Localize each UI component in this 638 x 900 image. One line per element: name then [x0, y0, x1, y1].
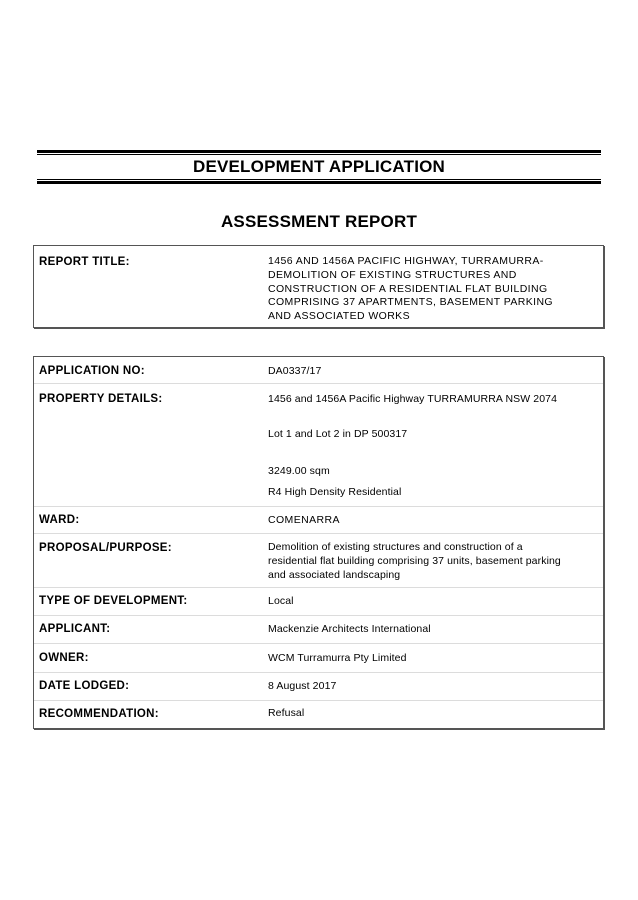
date-lodged-label: DATE LODGED:: [39, 680, 130, 692]
recommendation-value: Refusal: [268, 707, 305, 719]
report-title-line: CONSTRUCTION OF A RESIDENTIAL FLAT BUILDING: [268, 282, 548, 295]
owner-value: WCM Turramurra Pty Limited: [268, 652, 407, 664]
report-title-line: 1456 AND 1456A PACIFIC HIGHWAY, TURRAMURRA-: [268, 255, 544, 267]
bottom-rule-thin: [37, 179, 601, 180]
application-no-label: APPLICATION NO:: [39, 365, 145, 377]
applicant-label: APPLICANT:: [39, 623, 111, 635]
report-title-line: COMPRISING 37 APARTMENTS, BASEMENT PARKING: [268, 296, 553, 309]
property-address: 1456 and 1456A Pacific Highway TURRAMURRA NSW 2074: [268, 393, 558, 405]
report-title-line: AND ASSOCIATED WORKS: [268, 310, 410, 323]
property-lots: Lot 1 and Lot 2 in DP 500317: [268, 428, 408, 440]
document-title: DEVELOPMENT APPLICATION: [192, 157, 446, 176]
recommendation-label: RECOMMENDATION:: [39, 708, 159, 720]
owner-label: OWNER:: [39, 652, 89, 664]
row-divider: [34, 533, 603, 534]
property-area: 3249.00 sqm: [268, 465, 330, 477]
top-rule-thin: [37, 154, 601, 155]
row-divider: [34, 615, 603, 616]
proposal-line: residential flat building comprising 37 units, basement parking: [268, 554, 561, 567]
proposal-value: [268, 541, 598, 582]
applicant-value: Mackenzie Architects International: [268, 623, 431, 635]
report-title-box: [33, 245, 604, 328]
ward-value: COMENARRA: [268, 514, 340, 526]
report-title-label: REPORT TITLE:: [39, 256, 130, 268]
application-no-value: DA0337/17: [268, 365, 322, 377]
details-box: [33, 356, 604, 729]
row-divider: [34, 700, 603, 701]
proposal-line: Demolition of existing structures and construction of a: [268, 541, 523, 553]
row-divider: [34, 672, 603, 673]
bottom-rule-thick: [37, 181, 601, 184]
date-lodged-value: 8 August 2017: [268, 680, 337, 692]
row-divider: [34, 643, 603, 644]
top-rule-thick: [37, 150, 601, 153]
property-details-label: PROPERTY DETAILS:: [39, 393, 163, 405]
row-divider: [34, 506, 603, 507]
report-title-line: DEMOLITION OF EXISTING STRUCTURES AND: [268, 268, 517, 281]
proposal-label: PROPOSAL/PURPOSE:: [39, 542, 172, 554]
ward-label: WARD:: [39, 514, 80, 526]
report-title-value: [268, 255, 598, 324]
property-zoning: R4 High Density Residential: [268, 486, 402, 498]
row-divider: [34, 587, 603, 588]
proposal-line: and associated landscaping: [268, 568, 401, 581]
row-divider: [34, 383, 603, 384]
type-of-development-label: TYPE OF DEVELOPMENT:: [39, 595, 188, 607]
type-of-development-value: Local: [268, 595, 294, 607]
report-subtitle: ASSESSMENT REPORT: [220, 212, 418, 231]
